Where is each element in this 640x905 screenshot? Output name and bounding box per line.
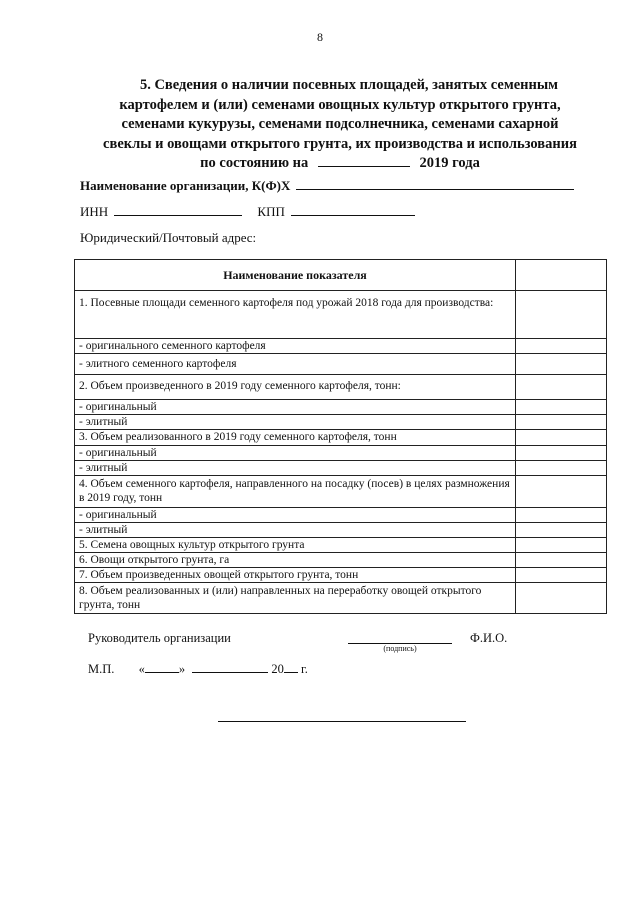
table-header: Наименование показателя bbox=[75, 260, 516, 291]
indicator-cell: 7. Объем произведенных овощей открытого грунта, тонн bbox=[75, 568, 516, 583]
seal-date-row bbox=[88, 661, 308, 677]
value-cell[interactable] bbox=[516, 354, 607, 375]
value-cell[interactable] bbox=[516, 476, 607, 508]
signature-caption: (подпись) bbox=[383, 644, 417, 653]
indicator-cell: - элитный bbox=[75, 415, 516, 430]
indicators-table bbox=[74, 259, 607, 614]
full-name-label: Ф.И.О. bbox=[470, 631, 508, 645]
table-row bbox=[75, 538, 607, 553]
title-date-suffix: 2019 года bbox=[419, 155, 480, 171]
head-of-organization-label: Руководитель организации bbox=[88, 631, 231, 645]
table-row bbox=[75, 354, 607, 375]
date-blank[interactable] bbox=[318, 154, 410, 167]
indicator-cell: - элитный bbox=[75, 461, 516, 476]
form-title bbox=[80, 76, 600, 174]
value-cell[interactable] bbox=[516, 523, 607, 538]
open-quote: « bbox=[138, 662, 145, 676]
title-line: семенами кукурузы, семенами подсолнечника, семенами сахарной bbox=[121, 116, 559, 132]
table-row bbox=[75, 415, 607, 430]
title-date-prefix: по состоянию на bbox=[200, 155, 309, 171]
title-date-line bbox=[80, 154, 600, 174]
indicator-cell: 3. Объем реализованного в 2019 году семенного картофеля, тонн bbox=[75, 430, 516, 446]
table-header-row bbox=[75, 260, 607, 291]
seal-label: М.П. bbox=[88, 662, 115, 676]
indicator-cell: - оригинальный bbox=[75, 446, 516, 461]
indicator-cell: - оригинального семенного картофеля bbox=[75, 339, 516, 354]
indicator-cell: 4. Объем семенного картофеля, направленного на посадку (посев) в целях размножения в 2019 году, тонн bbox=[75, 476, 516, 508]
value-cell[interactable] bbox=[516, 568, 607, 583]
table-row bbox=[75, 339, 607, 354]
day-field[interactable] bbox=[145, 661, 179, 673]
table-row bbox=[75, 583, 607, 614]
value-cell[interactable] bbox=[516, 583, 607, 614]
title-line: 5. Сведения о наличии посевных площадей, занятых семенным bbox=[139, 77, 559, 93]
table-row bbox=[75, 375, 607, 400]
value-cell[interactable] bbox=[516, 291, 607, 339]
table-row bbox=[75, 476, 607, 508]
indicator-cell: 2. Объем произведенного в 2019 году семенного картофеля, тонн: bbox=[75, 375, 516, 400]
value-cell[interactable] bbox=[516, 446, 607, 461]
bottom-separator-line bbox=[218, 721, 466, 722]
inn-kpp-row bbox=[80, 203, 415, 220]
kpp-label: КПП bbox=[257, 204, 285, 219]
indicator-cell: 1. Посевные площади семенного картофеля под урожай 2018 года для производства: bbox=[75, 291, 516, 339]
value-cell[interactable] bbox=[516, 430, 607, 446]
table-row bbox=[75, 400, 607, 415]
title-line: свеклы и овощами открытого грунта, их производства и использования bbox=[103, 135, 577, 152]
year-suffix: г. bbox=[301, 662, 308, 676]
table-row bbox=[75, 523, 607, 538]
indicator-cell: - оригинальный bbox=[75, 508, 516, 523]
value-cell[interactable] bbox=[516, 415, 607, 430]
organization-field[interactable] bbox=[296, 177, 574, 190]
inn-field[interactable] bbox=[114, 203, 242, 216]
indicator-cell: - элитный bbox=[75, 523, 516, 538]
table-row bbox=[75, 461, 607, 476]
table-row bbox=[75, 446, 607, 461]
year-field[interactable] bbox=[284, 661, 298, 673]
kpp-field[interactable] bbox=[291, 203, 415, 216]
address-row bbox=[80, 230, 256, 246]
indicator-cell: - элитного семенного картофеля bbox=[75, 354, 516, 375]
indicator-cell: 5. Семена овощных культур открытого грунта bbox=[75, 538, 516, 553]
value-cell[interactable] bbox=[516, 375, 607, 400]
organization-row bbox=[80, 177, 574, 194]
year-prefix: 20 bbox=[271, 662, 284, 676]
value-cell[interactable] bbox=[516, 400, 607, 415]
address-label: Юридический/Почтовый адрес: bbox=[80, 230, 257, 245]
title-line: картофелем и (или) семенами овощных культур открытого грунта, bbox=[119, 96, 561, 113]
signature-row bbox=[0, 631, 640, 659]
value-cell[interactable] bbox=[516, 508, 607, 523]
close-quote: » bbox=[178, 662, 186, 676]
month-field[interactable] bbox=[192, 661, 268, 673]
value-header bbox=[516, 260, 607, 291]
value-cell[interactable] bbox=[516, 339, 607, 354]
table-row bbox=[75, 553, 607, 568]
table-row bbox=[75, 568, 607, 583]
value-cell[interactable] bbox=[516, 461, 607, 476]
value-cell[interactable] bbox=[516, 538, 607, 553]
page-number: 8 bbox=[317, 30, 323, 44]
indicator-cell: 8. Объем реализованных и (или) направленных на переработку овощей открытого грунта, тонн bbox=[75, 583, 516, 614]
table-row bbox=[75, 430, 607, 446]
indicator-cell: - оригинальный bbox=[75, 400, 516, 415]
table-row bbox=[75, 508, 607, 523]
value-cell[interactable] bbox=[516, 553, 607, 568]
table-row bbox=[75, 291, 607, 339]
organization-label: Наименование организации, К(Ф)Х bbox=[80, 178, 291, 193]
indicator-cell: 6. Овощи открытого грунта, га bbox=[75, 553, 516, 568]
inn-label: ИНН bbox=[80, 204, 109, 219]
